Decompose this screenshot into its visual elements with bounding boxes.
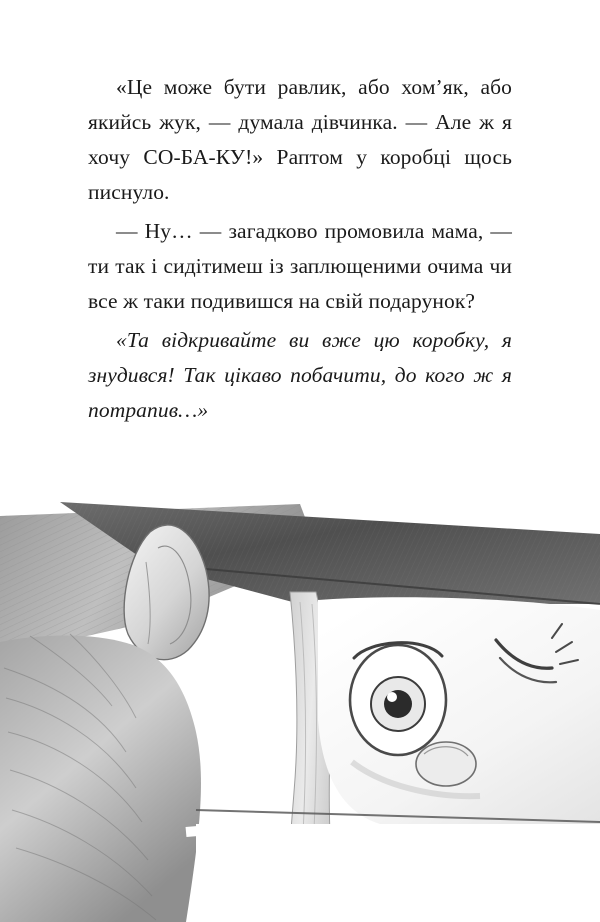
paragraph-1: «Це може бути равлик, або хом’як, або якийсь жук, — думала дівчинка. — Але ж я хочу СО-БА-КУ!» Раптом у коробці щось писнуло. (88, 75, 512, 204)
pencil-illustration-svg (0, 492, 600, 922)
paragraph-3: «Та відкривайте ви вже цю коробку, я знудився! Так цікаво побачити, до кого ж я потрапив…» (88, 328, 512, 422)
paragraph-2: — Ну… — загадково промовила мама, — ти так і сидітимеш із заплющеними очима чи все ж таки подивишся на свій подарунок? (88, 219, 512, 313)
text-block (88, 70, 512, 428)
illustration (0, 492, 600, 922)
